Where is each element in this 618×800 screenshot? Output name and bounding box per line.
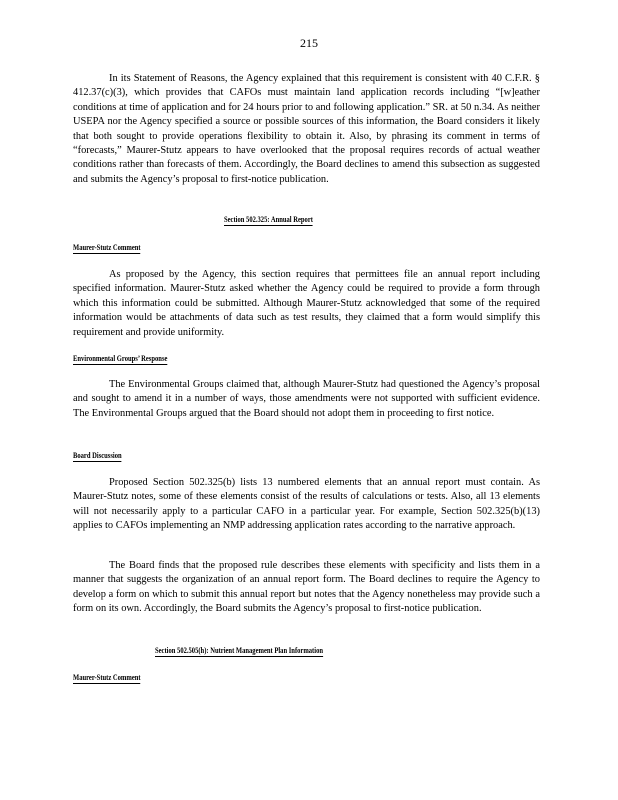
paragraph-text: As proposed by the Agency, this section requires that permittees file an annual report including specified information. Maurer-Stutz asked whether the Agency could be required to provide a form through which this information could be submitted. Although Maurer-Stutz acknowledged that some of the required information would be attachments of data such as test results, they claimed that a form would simplify this requirement and provide uniformity. bbox=[73, 269, 540, 338]
section-heading-annual-report: Section 502.325: Annual Report bbox=[224, 215, 313, 224]
paragraph-text: The Environmental Groups claimed that, although Maurer-Stutz had questioned the Agency’s proposal and sought to amend it in a number of ways, those amendments were not supported with sufficient evidence. The Environmental Groups argued that the Board should not adopt them in proceeding to first notice. bbox=[73, 379, 540, 419]
paragraph-environmental-groups bbox=[73, 378, 540, 421]
subheading-maurer-stutz-comment-2: Maurer-Stutz Comment bbox=[73, 673, 141, 682]
paragraph-weather-records bbox=[73, 72, 540, 187]
subheading-maurer-stutz-comment: Maurer-Stutz Comment bbox=[73, 243, 141, 252]
paragraph-text: Proposed Section 502.325(b) lists 13 numbered elements that an annual report must contain. As Maurer-Stutz notes, some of these elements consist of the results of calculations or tests. Also, all 13 elements will not necessarily apply to a particular CAFO in a particular year. For example, Section 502.325(b)(13) applies to CAFOs implementing an NMP addressing application rates according to the narrative approach. bbox=[73, 477, 540, 532]
paragraph-text: In its Statement of Reasons, the Agency explained that this requirement is consistent with 40 C.F.R. § 412.37(c)(3), which provides that CAFOs must maintain land application records including “[w]eather conditions at time of application and for 24 hours prior to and following application.” SR. at 50 n.34. As neither USEPA nor the Agency specified a source or possible sources of this information, the Board considers it likely that both sought to provide operations flexibility to obtain it. Also, by phrasing its comment in terms of “forecasts,” Maurer-Stutz appears to have overlooked that the proposal requires records of actual weather conditions rather than forecasts of them. Accordingly, the Board declines to amend this subsection as suggested and submits the Agency’s proposal to first-notice publication. bbox=[73, 73, 540, 185]
page-number: 215 bbox=[300, 36, 318, 50]
subheading-environmental-groups-response: Environmental Groups’ Response bbox=[73, 354, 168, 363]
paragraph-board-finds bbox=[73, 559, 540, 617]
section-heading-nutrient-management: Section 502.505(h): Nutrient Management Plan Information bbox=[155, 646, 323, 655]
subheading-board-discussion: Board Discussion bbox=[73, 451, 122, 460]
paragraph-annual-report-proposal bbox=[73, 268, 540, 340]
paragraph-text: The Board finds that the proposed rule describes these elements with specificity and lists them in a manner that suggests the organization of an annual report form. The Board declines to require the Agency to develop a form on which to submit this annual report but notes that the Agency nonetheless may provide such a form on its own. Accordingly, the Board submits the Agency’s proposal to first-notice publication. bbox=[73, 560, 540, 615]
paragraph-proposed-section bbox=[73, 476, 540, 534]
